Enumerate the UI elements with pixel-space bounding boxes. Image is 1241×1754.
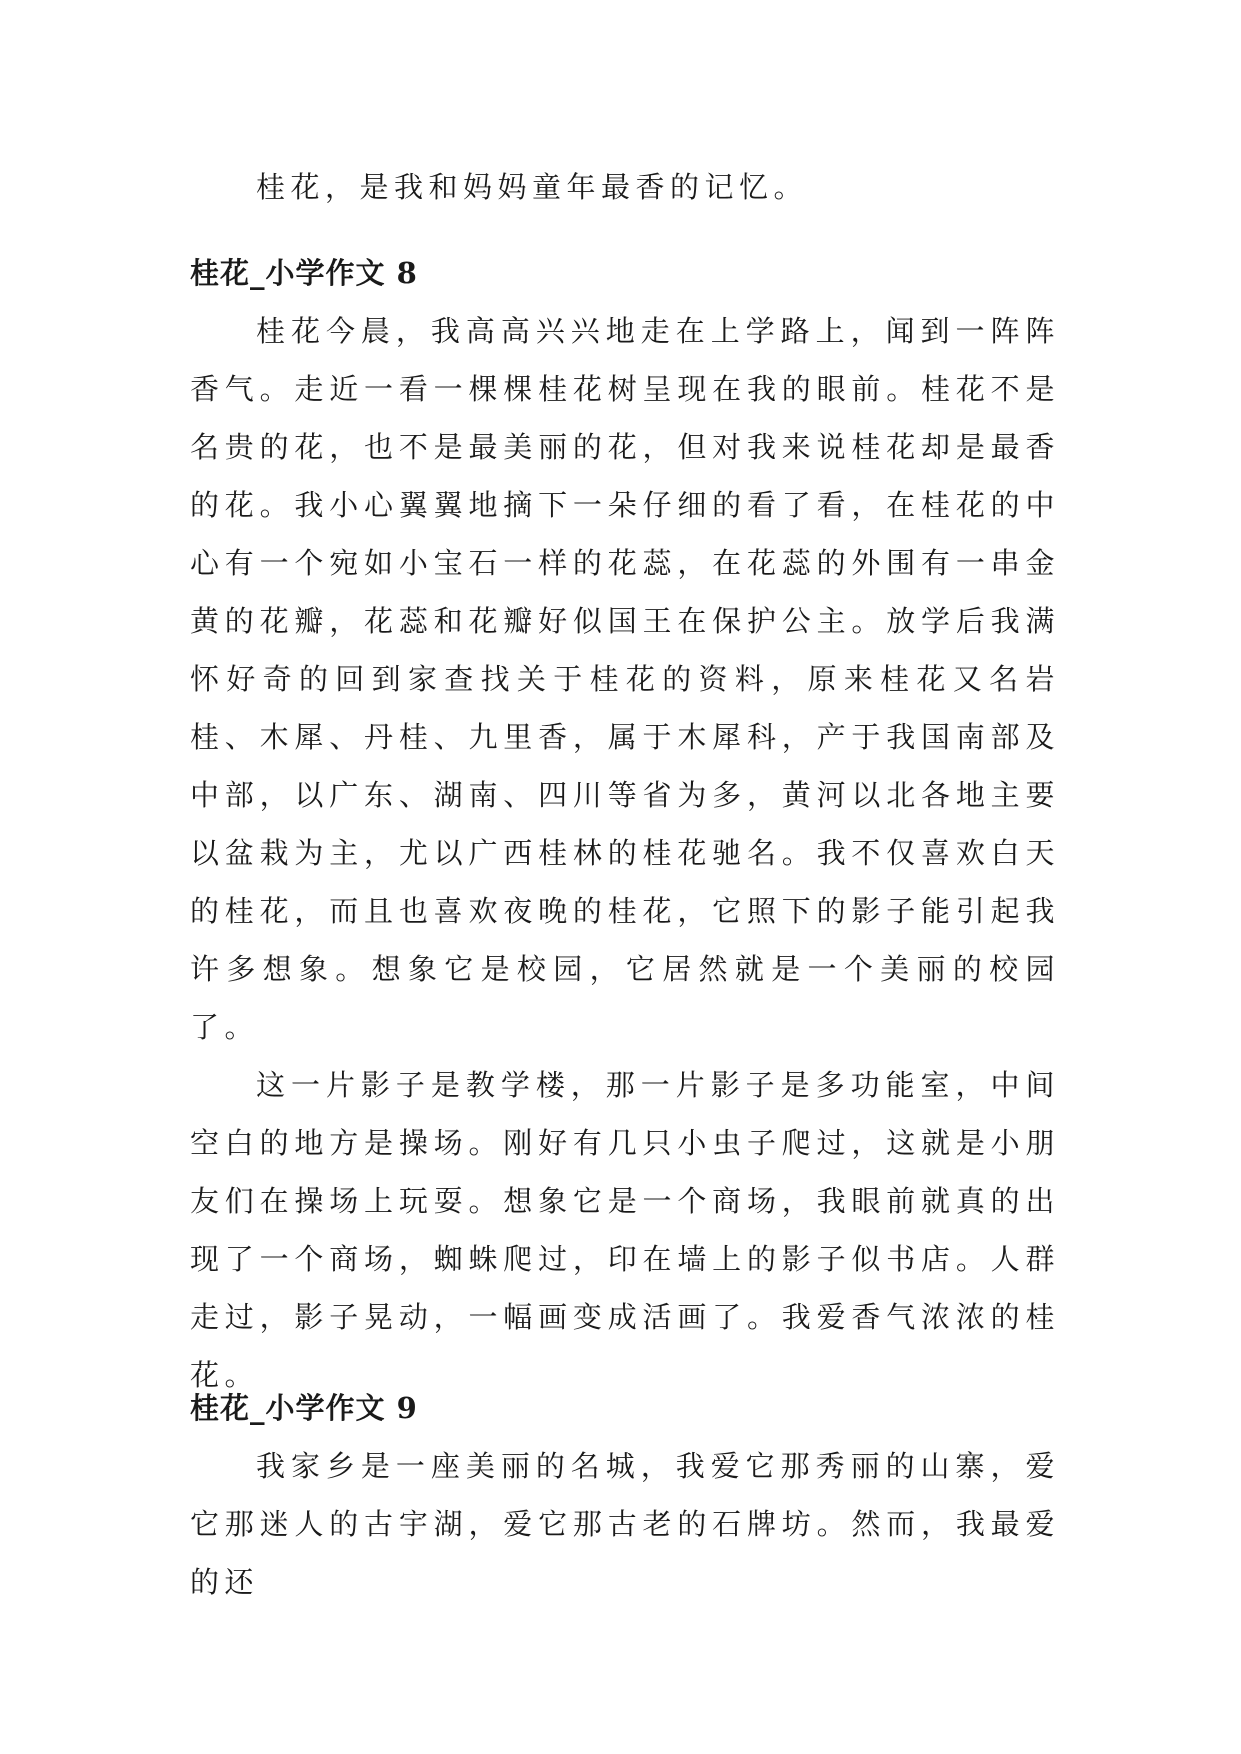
- section-9: [190, 1379, 1060, 1611]
- section-paragraph: 桂花今晨，我高高兴兴地走在上学路上，闻到一阵阵香气。走近一看一棵棵桂花树呈现在我的眼前。桂花不是名贵的花，也不是最美丽的花，但对我来说桂花却是最香的花。我小心翼翼地摘下一朵仔细的看了看，在桂花的中心有一个宛如小宝石一样的花蕊，在花蕊的外围有一串金黄的花瓣，花蕊和花瓣好似国王在保护公主。放学后我满怀好奇的回到家查找关于桂花的资料，原来桂花又名岩桂、木犀、丹桂、九里香，属于木犀科，产于我国南部及中部，以广东、湖南、四川等省为多，黄河以北各地主要以盆栽为主，尤以广西桂林的桂花驰名。我不仅喜欢白天的桂花，而且也喜欢夜晚的桂花，它照下的影子能引起我许多想象。想象它是校园，它居然就是一个美丽的校园了。: [190, 314, 1060, 1044]
- section-8: [190, 244, 1060, 1404]
- section-heading: 桂花_小学作文 9: [190, 1391, 418, 1425]
- intro-block: [190, 158, 1060, 216]
- section-paragraph: 这一片影子是教学楼，那一片影子是多功能室，中间空白的地方是操场。刚好有几只小虫子爬过，这就是小朋友们在操场上玩耍。想象它是一个商场，我眼前就真的出现了一个商场，蜘蛛爬过，印在墙上的影子似书店。人群走过，影子晃动，一幅画变成活画了。我爱香气浓浓的桂花。: [190, 1068, 1060, 1392]
- section-paragraph: 我家乡是一座美丽的名城，我爱它那秀丽的山寨，爱它那迷人的古宇湖，爱它那古老的石牌坊。然而，我最爱的还: [190, 1449, 1060, 1599]
- intro-paragraph: 桂花，是我和妈妈童年最香的记忆。: [256, 170, 809, 204]
- section-heading: 桂花_小学作文 8: [190, 256, 418, 290]
